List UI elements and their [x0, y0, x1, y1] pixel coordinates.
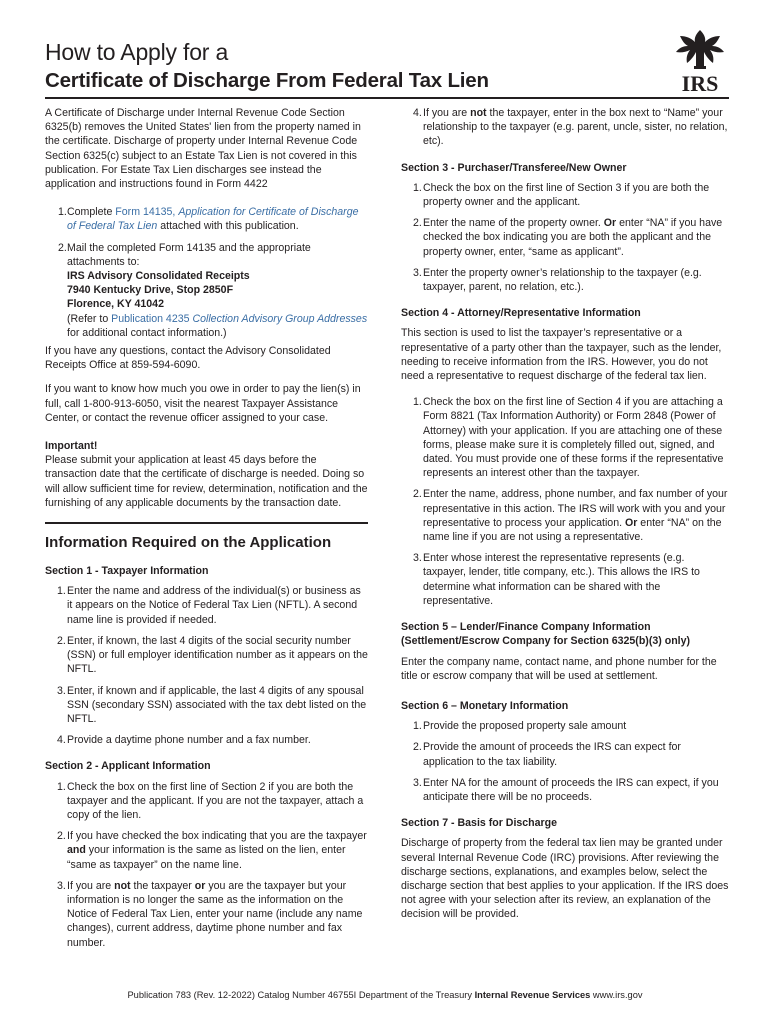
header-rule — [45, 97, 729, 99]
right-column — [401, 106, 729, 932]
step-2: 2. Mail the completed Form 14135 and the appropriate attachments to: IRS Advisory Consolidated Receipts 7940 Kentucky Drive, Stop 2850F Florence, KY 41042 (Refer to Publication 4235 Collection Advisory Group Addresses for additional contact information.) — [58, 241, 368, 339]
section-6-list — [401, 719, 729, 804]
questions-paragraph: If you have any questions, contact the Advisory Consolidated Receipts Office at 859-594-6090. — [45, 345, 331, 372]
section-7-heading: Section 7 - Basis for Discharge — [401, 817, 558, 830]
page-header — [45, 38, 585, 94]
list-item: 1. Check the box on the first line of Section 2 if you are both the taxpayer and the applicant. If you are not the taxpayer, attach a copy of the lien. — [57, 780, 364, 821]
list-item: 4. Provide a daytime phone number and a fax number. — [57, 734, 311, 747]
list-item: 1. Check the box on the first line of Section 3 if you are both the property owner and the applicant. — [413, 181, 710, 209]
title-line-2: Certificate of Discharge From Federal Tax Lien — [45, 69, 489, 92]
list-item: 2. Enter, if known, the last 4 digits of the social security number (SSN) or full employer identification number as it appears on the NFTL. — [57, 634, 368, 676]
step-1: 1. Complete Form 14135, Application for Certificate of Discharge of Federal Tax Lien attached with this publication. — [58, 206, 359, 233]
list-item: 3. If you are not the taxpayer or you are the taxpayer but your information is no longer the same as the information on the Notice of Federal Tax Lien, enter your name (include any name changes), current address, daytime phone number and fax number. — [57, 879, 363, 949]
section-6-heading: Section 6 – Monetary Information — [401, 699, 569, 712]
section-1-heading: Section 1 - Taxpayer Information — [45, 565, 209, 578]
section-5-heading: Section 5 – Lender/Finance Company Information (Settlement/Escrow Company for Section 6325(b)(3) only) — [401, 621, 691, 648]
form-14135-link[interactable]: Form 14135, Application for Certificate of Discharge of Federal Tax Lien — [67, 206, 359, 233]
section-3-heading: Section 3 - Purchaser/Transferee/New Owner — [401, 161, 627, 174]
section-1-list — [45, 584, 368, 747]
list-item: 4. If you are not the taxpayer, enter in the box next to “Name” your relationship to the taxpayer (e.g. parent, uncle, sister, no relation, etc). — [413, 107, 728, 148]
section-2-list — [45, 780, 368, 950]
section-7-text: Discharge of property from the federal tax lien may be granted under several Internal Revenue Code (IRC) provisions. After reviewing the discharge sections, explanations, and examples below, select the discharge section that best applies to your application. If the IRS does not agree with your selection after its review, an explanation of the decision will be provided. — [401, 837, 729, 921]
owe-paragraph: If you want to know how much you owe in order to pay the lien(s) in full, call 1-800-913-6050, visit the nearest Taxpayer Assistance Center, or contact the revenue officer assigned to your case. — [45, 383, 361, 424]
list-item: 2. If you have checked the box indicating that you are the taxpayer and your information is the same as listed on the lien, enter “same as taxpayer” on the name line. — [57, 830, 367, 871]
list-item: 2. Enter the name of the property owner. Or enter “NA” if you have checked the box indicating you are both the applicant and the property owner, enter, “same as applicant”. — [413, 217, 723, 258]
address-line-1: IRS Advisory Consolidated Receipts — [67, 270, 250, 283]
list-item: 1. Provide the proposed property sale amount — [413, 720, 627, 733]
section-2-heading: Section 2 - Applicant Information — [45, 760, 211, 773]
section-3-list — [401, 181, 729, 294]
info-required-heading: Information Required on the Application — [45, 522, 368, 552]
section-2-continued-list — [401, 106, 729, 149]
important-note: Important! Please submit your application at least 45 days before the transaction date that the certificate of discharge is needed. Doing so will allow sufficient time for review, determination, notification and the furnishing of any applicable documents by the transaction date. — [45, 440, 368, 509]
publication-4235-link[interactable]: Publication 4235 Collection Advisory Group Addresses — [111, 312, 368, 325]
irs-eagle-logo-icon — [672, 28, 728, 94]
intro-paragraph: A Certificate of Discharge under Internal Revenue Code Section 6325(b) removes the United States' lien from the property named in the certificate. Discharge of property under Internal Revenue Code Section 6325(c) subject to an Estate Tax Lien is not covered in this publication. For Estate Tax Lien discharges see instead the application and instructions found in Form 4422 — [45, 107, 361, 191]
left-column — [45, 106, 368, 958]
list-item: 1. Enter the name and address of the individual(s) or business as it appears on the Notice of Federal Tax Lien (NFTL). A second name line is provided if needed. — [57, 585, 361, 626]
list-item: 3. Enter NA for the amount of proceeds the IRS can expect, if you anticipate there will be no proceeds. — [413, 776, 719, 803]
title-line-1: How to Apply for a — [45, 39, 229, 65]
page-footer: Publication 783 (Rev. 12-2022) Catalog Number 46755I Department of the Treasury Internal Revenue Services www.irs.gov — [127, 990, 643, 1000]
section-5-text: Enter the company name, contact name, and phone number for the title or escrow company that will be used at settlement. — [401, 655, 717, 682]
section-4-heading: Section 4 - Attorney/Representative Information — [401, 307, 641, 320]
address-line-2: 7940 Kentucky Drive, Stop 2850F — [67, 284, 234, 297]
address-line-3: Florence, KY 41042 — [67, 298, 164, 311]
list-item: 3. Enter the property owner’s relationship to the taxpayer (e.g. taxpayer, parent, no relation, etc.). — [413, 266, 702, 294]
irs-logo-text: IRS — [681, 71, 719, 94]
steps-list — [45, 205, 368, 340]
list-item: 3. Enter, if known and if applicable, the last 4 digits of any spousal SSN (secondary SSN) associated with the tax debt listed on the NFTL. — [57, 684, 367, 725]
section-4-list — [401, 395, 729, 608]
list-item: 1. Check the box on the first line of Section 4 if you are attaching a Form 8821 (Tax Information Authority) or Form 2848 (Power of Attorney) with your application. If you are attaching one of these forms, please make sure it is completely filled out, signed, and dated. You must provide one of these forms if the representative represents an interest other than the taxpayer. — [413, 396, 724, 480]
section-4-intro: This section is used to list the taxpayer’s representative or a representative of a party other than the taxpayer, such as the lender, needing to receive information from the IRS. However, you do not need a representative to request discharge of the federal tax lien. — [401, 327, 722, 383]
list-item: 2. Provide the amount of proceeds the IRS can expect for application to the tax liability. — [413, 741, 681, 768]
list-item: 2. Enter the name, address, phone number, and fax number of your representative in this action. The IRS will work with you and your representative to process your application. Or enter “NA” on the name line if you are not using a representative. — [413, 488, 728, 544]
list-item: 3. Enter whose interest the representative represents (e.g. taxpayer, lender, title company, etc.). This allows the IRS to determine what information can be shared with the representative. — [413, 552, 700, 607]
